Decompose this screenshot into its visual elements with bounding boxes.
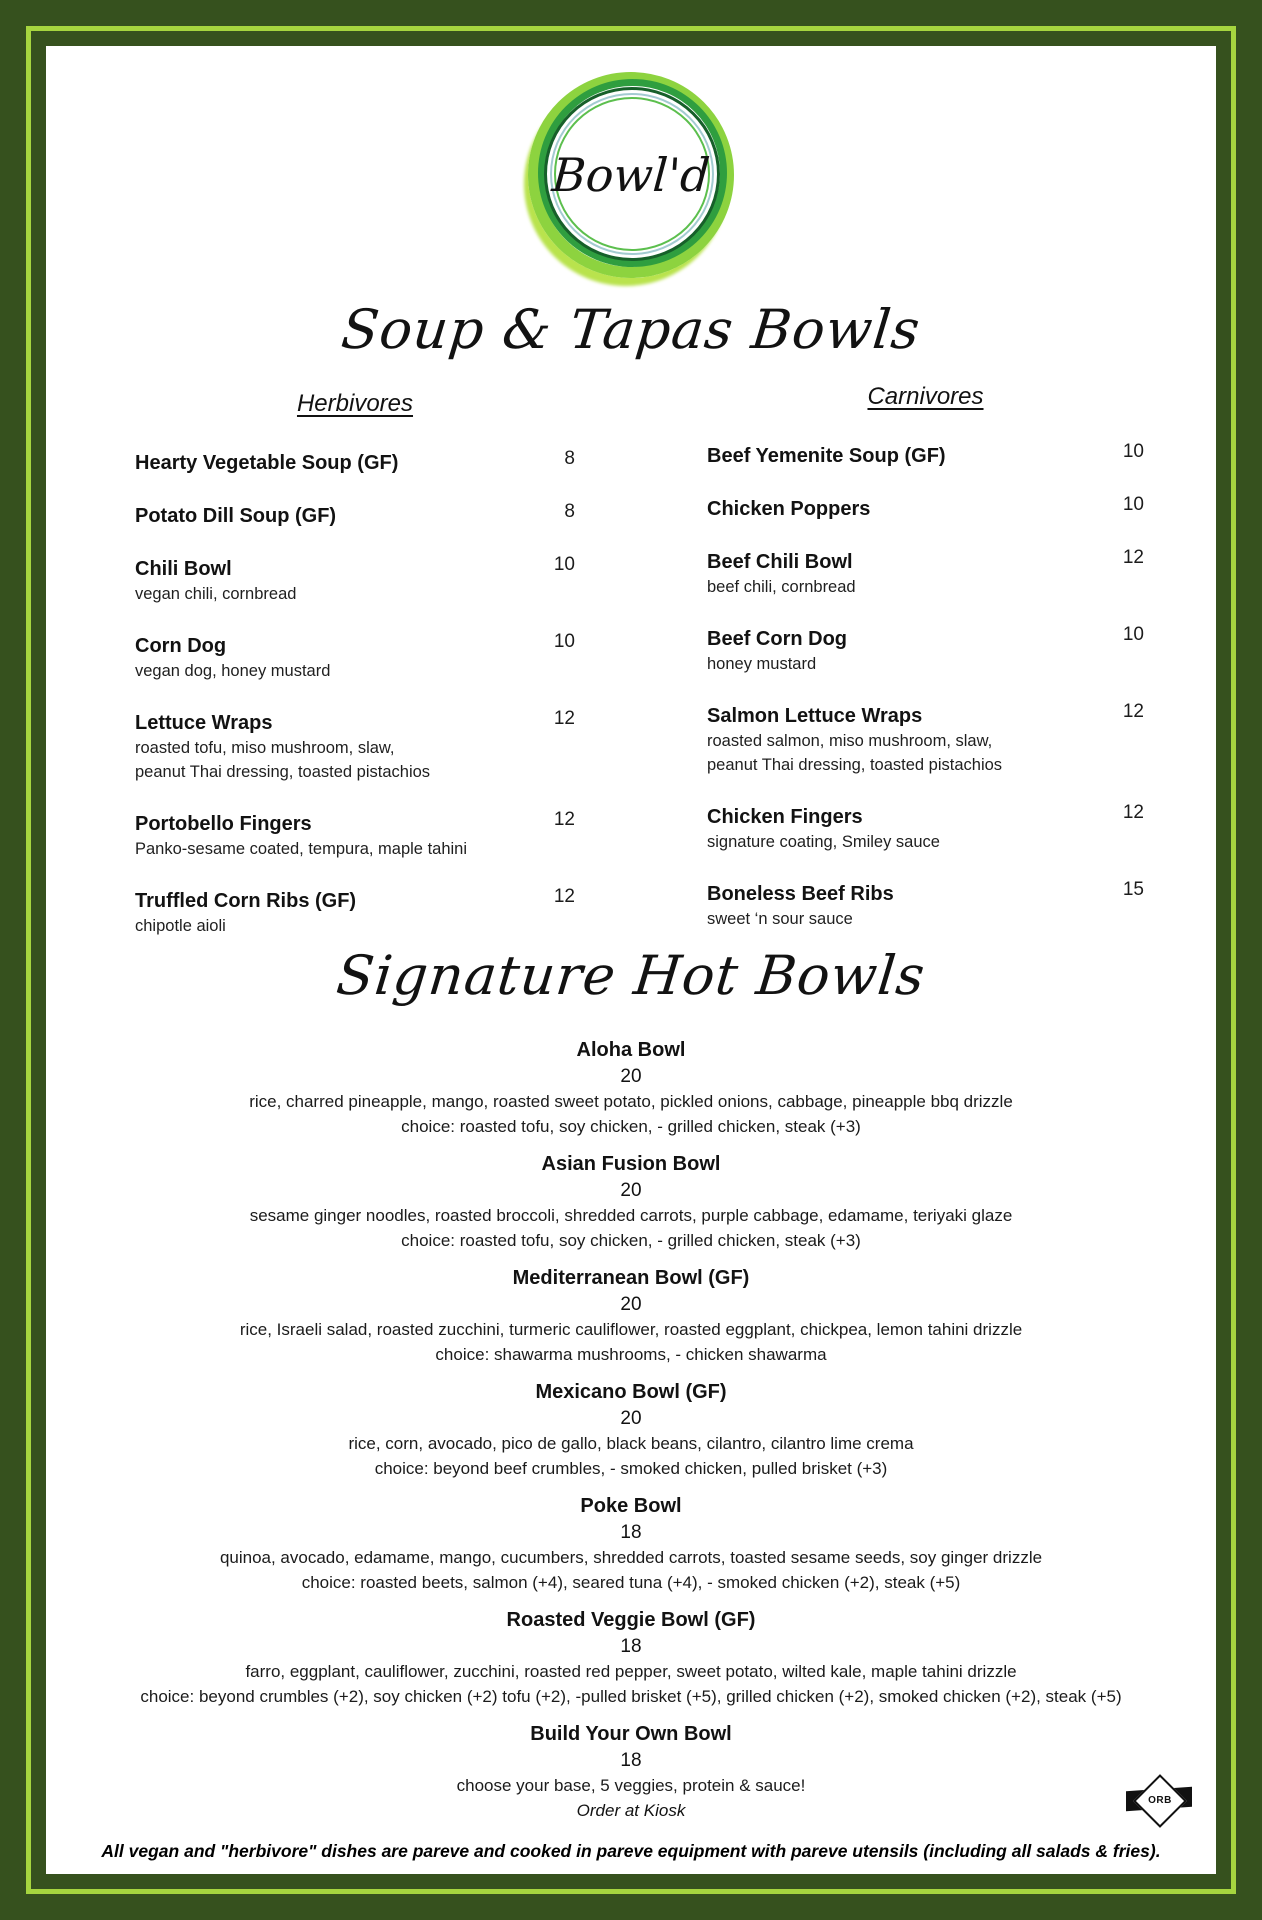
menu-item [707,443,1144,469]
menu-item-name: Lettuce Wraps [135,712,273,734]
menu-item-row [135,633,575,659]
menu-item-price: 8 [564,501,575,522]
bowl-name: Mexicano Bowl (GF) [535,1381,727,1403]
menu-item-name: Beef Chili Bowl [707,551,853,573]
menu-item-row [707,703,1144,729]
menu-item [707,804,1144,854]
signature-bowl [46,1721,1216,1823]
menu-item-row [707,804,1144,830]
menu-item-row [135,450,575,476]
menu-item-name: Chicken Poppers [707,498,871,520]
menu-item-price: 8 [564,448,575,469]
menu-item-description: peanut Thai dressing, toasted pistachios [135,763,431,781]
menu-item-description: signature coating, Smiley sauce [707,833,940,851]
menu-item-price: 15 [1122,879,1144,900]
menu-item-name: Chicken Fingers [707,806,863,828]
signature-bowl [46,1379,1216,1481]
brand-logo-circle-icon [528,72,734,278]
bowl-choices: choice: shawarma mushrooms, - chicken shawarma [435,1344,827,1364]
bowl-name: Roasted Veggie Bowl (GF) [506,1609,756,1631]
menu-item [707,549,1144,599]
menu-item-row [135,888,575,914]
menu-item-price: 12 [553,708,575,729]
menu-item-description: sweet ‘n sour sauce [707,910,853,928]
bowl-name: Mediterranean Bowl (GF) [512,1267,750,1289]
bowl-name: Poke Bowl [580,1495,682,1517]
menu-item-description: beef chili, cornbread [707,578,856,596]
menu-item-price: 10 [553,554,575,575]
orb-label: ORB [1148,1794,1172,1806]
menu-item-name: Beef Yemenite Soup (GF) [707,445,946,467]
bowl-price: 20 [620,1294,642,1315]
menu-item [135,450,575,476]
menu-item-name: Potato Dill Soup (GF) [135,505,337,527]
signature-bowl [46,1151,1216,1253]
menu-item-price: 12 [553,886,575,907]
menu-item-price: 12 [1122,802,1144,823]
bowl-ingredients: rice, corn, avocado, pico de gallo, black beans, cilantro, cilantro lime crema [348,1434,914,1453]
bowl-choices: choice: roasted tofu, soy chicken, - grilled chicken, steak (+3) [401,1230,861,1250]
bowl-choices: choice: beyond beef crumbles, - smoked chicken, pulled brisket (+3) [374,1458,888,1478]
bowl-price: 20 [620,1066,642,1087]
menu-item-description: roasted salmon, miso mushroom, slaw, [707,732,993,750]
menu-item-price: 10 [553,631,575,652]
menu-item-price: 10 [1122,624,1144,645]
bowl-ingredients: choose your base, 5 veggies, protein & sauce! [456,1776,806,1795]
menu-item [135,556,575,606]
bowl-price: 18 [620,1522,642,1543]
signature-bowl [46,1493,1216,1595]
menu-item-row [135,556,575,582]
soup-tapas-columns [135,383,1144,965]
bowl-choices: choice: roasted beets, salmon (+4), seared tuna (+4), - smoked chicken (+2), steak (+5) [301,1572,961,1592]
column-heading-herbivores: Herbivores [296,390,414,417]
menu-item-price: 12 [553,809,575,830]
bowl-price: 18 [620,1750,642,1771]
bowl-ingredients: rice, Israeli salad, roasted zucchini, turmeric cauliflower, roasted eggplant, chickpea, lemon tahini drizzle [239,1320,1023,1339]
menu-item [707,496,1144,522]
section-title-signature: Signature Hot Bowls [333,944,929,1007]
menu-item-price: 10 [1122,441,1144,462]
menu-item-row [707,626,1144,652]
bowl-name: Build Your Own Bowl [530,1723,732,1745]
section-title-soup-tapas: Soup & Tapas Bowls [338,298,924,361]
menu-page [46,46,1216,1874]
bowl-choices: choice: roasted tofu, soy chicken, - grilled chicken, steak (+3) [401,1116,861,1136]
menu-item-name: Truffled Corn Ribs (GF) [135,890,357,912]
bowl-name: Aloha Bowl [576,1039,686,1061]
menu-item-description: chipotle aioli [135,917,226,935]
bowl-price: 20 [620,1180,642,1201]
signature-section [46,944,1216,1835]
menu-item [135,811,575,861]
orb-kosher-logo [1126,1778,1192,1822]
menu-item-price: 12 [1122,547,1144,568]
brand-name: Bowl'd [550,148,712,202]
menu-item [707,703,1144,777]
bowl-price: 18 [620,1636,642,1657]
menu-item [135,633,575,683]
menu-item-description: Panko-sesame coated, tempura, maple tahini [135,840,468,858]
menu-item-price: 12 [1122,701,1144,722]
menu-item-row [135,503,575,529]
bowl-ingredients: sesame ginger noodles, roasted broccoli, shredded carrots, purple cabbage, edamame, teriyaki glaze [249,1206,1013,1225]
menu-item-description: honey mustard [707,655,817,673]
menu-item-price: 10 [1122,494,1144,515]
bowl-ingredients: farro, eggplant, cauliflower, zucchini, roasted red pepper, sweet potato, wilted kale, maple tahini drizzle [245,1662,1017,1681]
menu-item-name: Hearty Vegetable Soup (GF) [135,452,399,474]
menu-item-name: Corn Dog [135,635,227,657]
bowl-ingredients: quinoa, avocado, edamame, mango, cucumbers, shredded carrots, toasted sesame seeds, soy ginger drizzle [219,1548,1043,1567]
bowl-ingredients: rice, charred pineapple, mango, roasted sweet potato, pickled onions, cabbage, pineapple bbq drizzle [249,1092,1013,1111]
menu-item-description: vegan dog, honey mustard [135,662,331,680]
menu-item-row [707,496,1144,522]
menu-item-description: vegan chili, cornbread [135,585,297,603]
herbivores-column [135,390,575,965]
menu-item-row [707,881,1144,907]
menu-item-name: Salmon Lettuce Wraps [707,705,923,727]
menu-item-name: Chili Bowl [135,558,232,580]
pareve-disclaimer: All vegan and "herbivore" dishes are pareve and cooked in pareve equipment with pareve utensils (including all salads & fries). [101,1841,1161,1861]
menu-item-name: Beef Corn Dog [707,628,847,650]
signature-bowl [46,1607,1216,1709]
bowl-choices: choice: beyond crumbles (+2), soy chicken (+2) tofu (+2), -pulled brisket (+5), grilled chicken (+2), smoked chicken (+2), steak (+5) [140,1686,1122,1706]
menu-item-row [707,443,1144,469]
bowl-name: Asian Fusion Bowl [541,1153,721,1175]
menu-item-row [707,549,1144,575]
carnivores-column [707,383,1144,965]
menu-item [707,626,1144,676]
menu-item [707,881,1144,931]
signature-bowl [46,1265,1216,1367]
order-at-kiosk-note: Order at Kiosk [576,1800,686,1820]
menu-item [135,888,575,938]
menu-item [135,710,575,784]
column-heading-carnivores: Carnivores [867,383,984,410]
signature-bowl [46,1037,1216,1139]
bowl-price: 20 [620,1408,642,1429]
brand-logo [528,72,734,278]
menu-item-name: Portobello Fingers [135,813,312,835]
menu-item [135,503,575,529]
menu-item-description: peanut Thai dressing, toasted pistachios [707,756,1003,774]
menu-item-row [135,811,575,837]
menu-item-row [135,710,575,736]
menu-item-name: Boneless Beef Ribs [707,883,894,905]
menu-item-description: roasted tofu, miso mushroom, slaw, [135,739,395,757]
